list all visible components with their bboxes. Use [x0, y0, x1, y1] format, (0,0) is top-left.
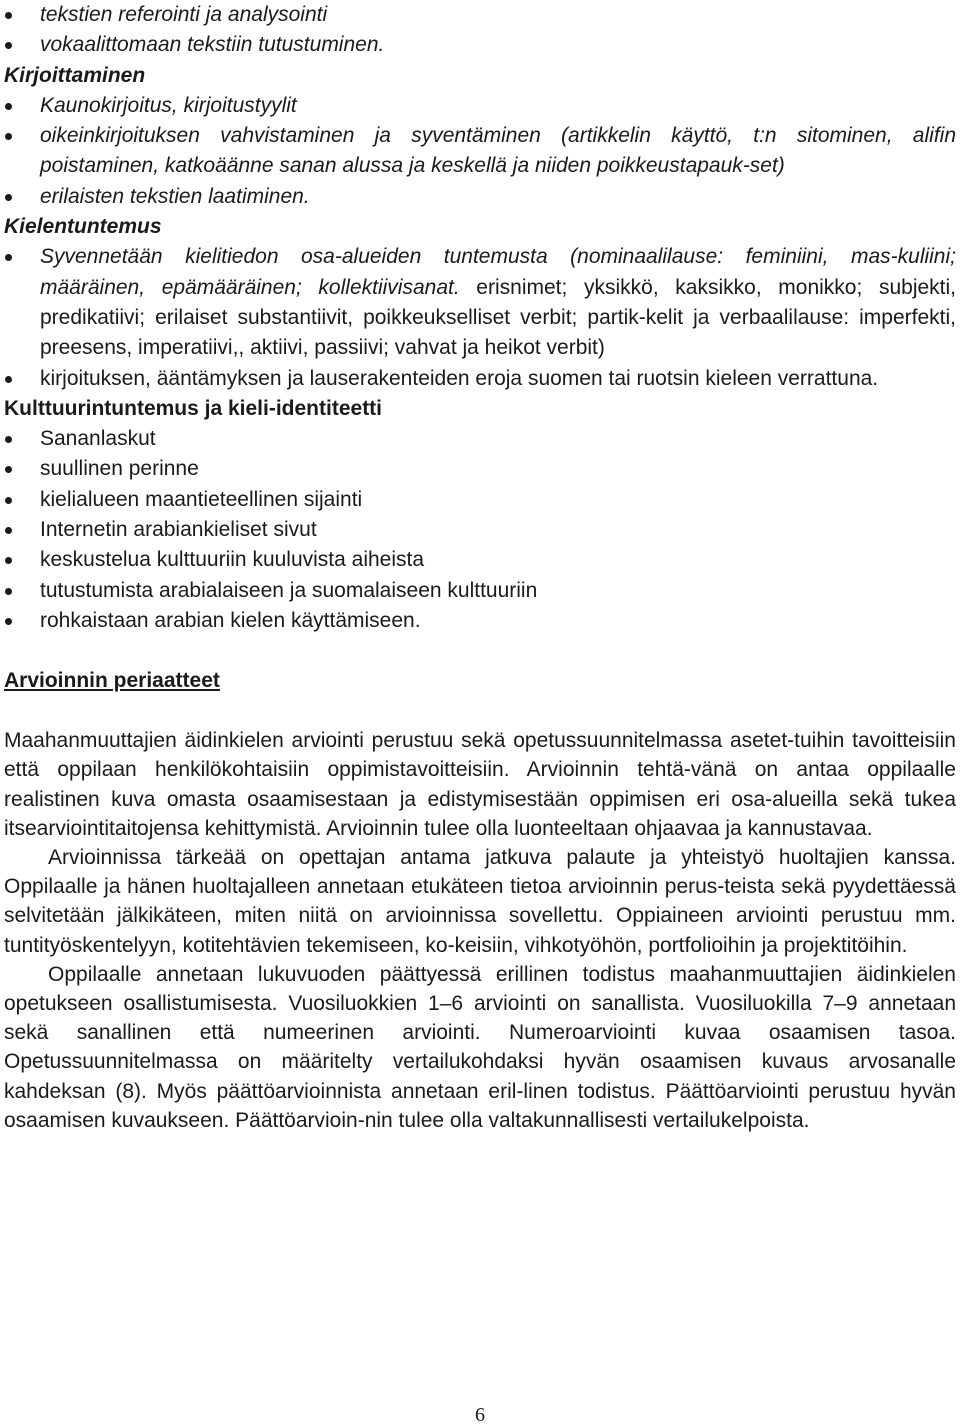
list-item: Internetin arabiankieliset sivut — [4, 515, 956, 545]
section-title-assessment: Arvioinnin periaatteet — [4, 669, 220, 693]
assessment-paragraph-2: Arvioinnissa tärkeää on opettajan antama jatkuva palaute ja yhteistyö huoltajien kanssa. Oppilaalle ja hänen huoltajalleen annetaan etukäteen tietoa arvioinnin perus-teista sekä pyydettäessä selvitetään jälkikäteen, miten niitä on arvioinnissa sovellettu. Oppiaineen arviointi perustuu mm. tuntityöskentelyyn, kotitehtävien tekemiseen, ko-keisiin, vihkotyöhön, portfolioihin ja projektitöihin. — [4, 846, 956, 957]
list-item: rohkaistaan arabian kielen käyttämiseen. — [4, 606, 956, 636]
list-item: keskustelua kulttuuriin kuuluvista aiheista — [4, 545, 956, 575]
top-bullet-list — [4, 0, 956, 61]
assessment-paragraph-3: Oppilaalle annetaan lukuvuoden päättyessä erillinen todistus maahanmuuttajien äidinkielen opetukseen osallistumisesta. Vuosiluokkien 1–6 arviointi on sanallista. Vuosiluokilla 7–9 annetaan sekä sanallinen että numeerinen arviointi. Numeroarviointi kuvaa osaamisen tasoa. Opetussuunnitelmassa on määritelty vertailukohdaksi hyvän osaamisen kuvaus arvosanalle kahdeksan (8). Myös päättöarvioinnista annetaan eril-linen todistus. Päättöarviointi perustuu hyvän osaamisen kuvaukseen. Päättöarvioin-nin tulee olla valtakunnallisesti vertailukelpoista. — [4, 962, 956, 1132]
writing-bullet-list — [4, 91, 956, 212]
culture-bullet-list — [4, 424, 956, 636]
list-item: Sananlaskut — [4, 424, 956, 454]
list-item: vokaalittomaan tekstiin tutustuminen. — [4, 30, 956, 60]
list-item: Kaunokirjoitus, kirjoitustyylit — [4, 91, 956, 121]
heading-culture: Kulttuurintuntemus ja kieli-identiteetti — [4, 396, 383, 420]
heading-writing: Kirjoittaminen — [4, 63, 146, 87]
list-item: kielialueen maantieteellinen sijainti — [4, 485, 956, 515]
list-item: erilaisten tekstien laatiminen. — [4, 182, 956, 212]
list-item — [4, 242, 956, 363]
assessment-paragraph-1: Maahanmuuttajien äidinkielen arviointi perustuu sekä opetussuunnitelmassa asetet-tuihin tavoitteisiin että oppilaan henkilökohtaisiin oppimistavoitteisiin. Arvioinnin tehtä-vänä on antaa oppilaalle realistinen kuva omasta osaamisestaan ja edistymisestään oppimisen eri osa-alueilla sekä tukea itsearviointitaitojensa kehittymistä. Arvioinnin tulee olla luonteeltaan ohjaavaa ja kannustavaa. — [4, 729, 956, 840]
list-item: tutustumista arabialaiseen ja suomalaiseen kulttuuriin — [4, 576, 956, 606]
list-item-italic-text: Syvennetään kielitiedon osa-alueiden tuntemusta (nominaalilause: feminiini, mas-kuliini; määräinen, epämääräinen; kollektiivisanat. — [40, 245, 956, 299]
page-content — [4, 0, 956, 1135]
list-item: tekstien referointi ja analysointi — [4, 0, 956, 30]
list-item: oikeinkirjoituksen vahvistaminen ja syventäminen (artikkelin käyttö, t:n sitominen, alifin poistaminen, katkoäänne sanan alussa ja keskellä ja niiden poikkeustapauk-set) — [4, 121, 956, 182]
list-item: kirjoituksen, ääntämyksen ja lauserakenteiden eroja suomen tai ruotsin kieleen verrattuna. — [4, 364, 956, 394]
list-item-text: erisnimet; yksikkö, kaksikko, monikko; subjekti, predikatiivi; erilaiset substantiivit, poikkeukselliset verbit; partik-kelit ja verbaalilause: imperfekti, preesens, imperatiivi,, aktiivi, passiivi; vahvat ja heikot verbit) — [40, 275, 956, 360]
heading-language: Kielentuntemus — [4, 215, 162, 239]
list-item: suullinen perinne — [4, 454, 956, 484]
page-number: 6 — [475, 1404, 485, 1426]
language-bullet-list — [4, 242, 956, 393]
